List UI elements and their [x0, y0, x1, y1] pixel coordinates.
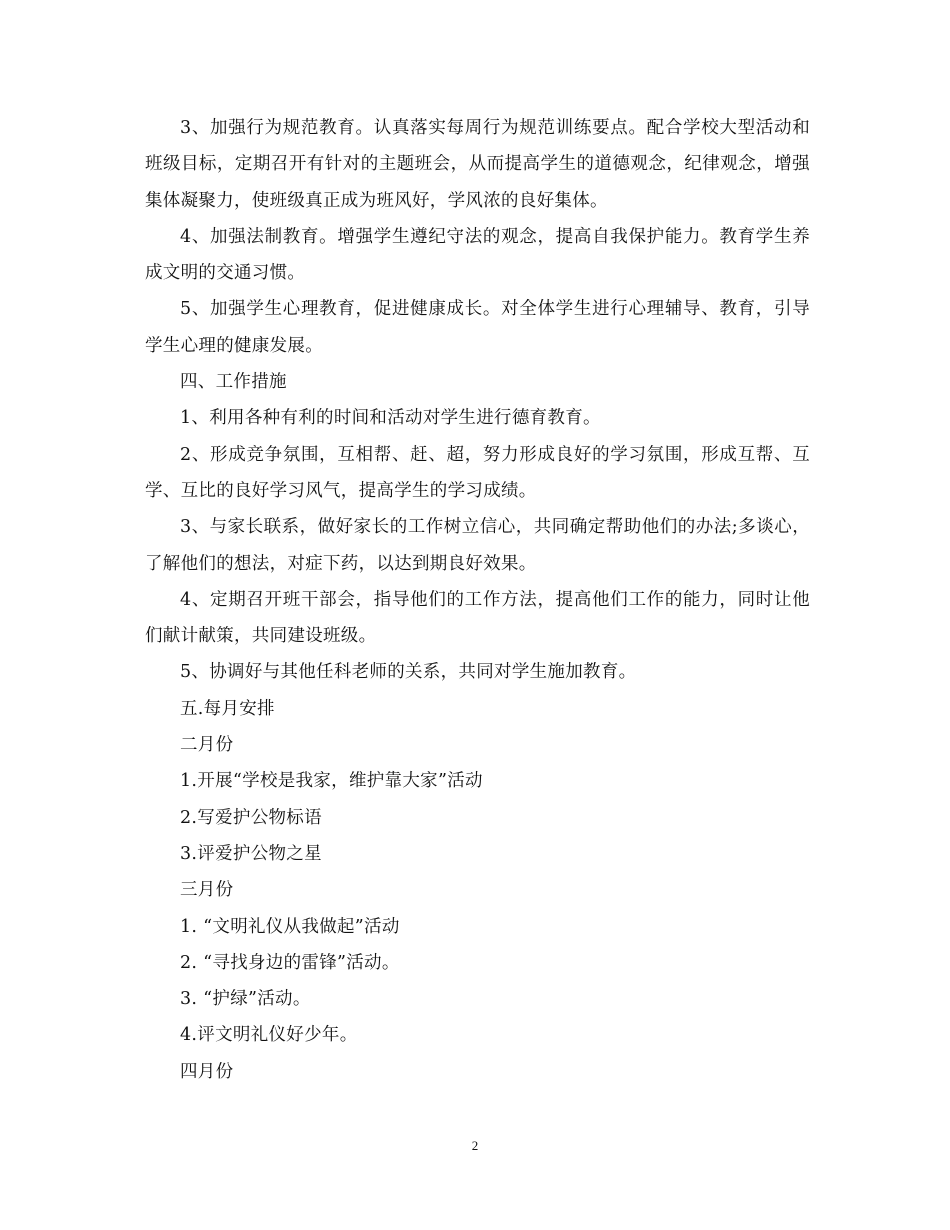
march-item-3: 3. “护绿”活动。 — [180, 989, 311, 1010]
march-item-2: 2. “寻找身边的雷锋”活动。 — [180, 952, 400, 973]
month-heading-february: 二月份 — [180, 735, 234, 756]
section-heading-measures: 四、工作措施 — [180, 372, 287, 393]
february-item-1: 1.开展“学校是我家，维护靠大家”活动 — [180, 771, 483, 792]
page-number: 2 — [471, 1138, 479, 1153]
document-body — [145, 110, 810, 1090]
march-item-4: 4.评文明礼仪好少年。 — [180, 1025, 358, 1046]
measure-item-3: 3、与家长联系，做好家长的工作树立信心，共同确定帮助他们的办法;多谈心，了解他们的想法，对症下药，以达到期良好效果。 — [145, 517, 810, 574]
measure-item-1: 1、利用各种有利的时间和活动对学生进行德育教育。 — [180, 408, 601, 429]
section-heading-monthly-plan: 五.每月安排 — [180, 698, 275, 719]
paragraph-behavior-education: 3、加强行为规范教育。认真落实每周行为规范训练要点。配合学校大型活动和班级目标，定期召开有针对的主题班会，从而提高学生的道德观念，纪律观念，增强集体凝聚力，使班级真正成为班风好，学风浓的良好集体。 — [145, 118, 810, 211]
paragraph-legal-education: 4、加强法制教育。增强学生遵纪守法的观念，提高自我保护能力。教育学生养成文明的交通习惯。 — [145, 226, 810, 284]
february-item-3: 3.评爱护公物之星 — [180, 843, 322, 864]
paragraph-psychology-education: 5、加强学生心理教育，促进健康成长。对全体学生进行心理辅导、教育，引导学生心理的健康发展。 — [145, 299, 810, 356]
march-item-1: 1. “文明礼仪从我做起”活动 — [180, 916, 400, 937]
february-item-2: 2.写爱护公物标语 — [180, 807, 322, 828]
month-heading-april: 四月份 — [180, 1061, 234, 1082]
measure-item-4: 4、定期召开班干部会，指导他们的工作方法，提高他们工作的能力，同时让他们献计献策，共同建设班级。 — [145, 589, 810, 647]
month-heading-march: 三月份 — [180, 880, 234, 901]
measure-item-5: 5、协调好与其他任科老师的关系，共同对学生施加教育。 — [180, 662, 637, 683]
measure-item-2: 2、形成竞争氛围，互相帮、赶、超，努力形成良好的学习氛围，形成互帮、互学、互比的良好学习风气，提高学生的学习成绩。 — [145, 444, 810, 501]
